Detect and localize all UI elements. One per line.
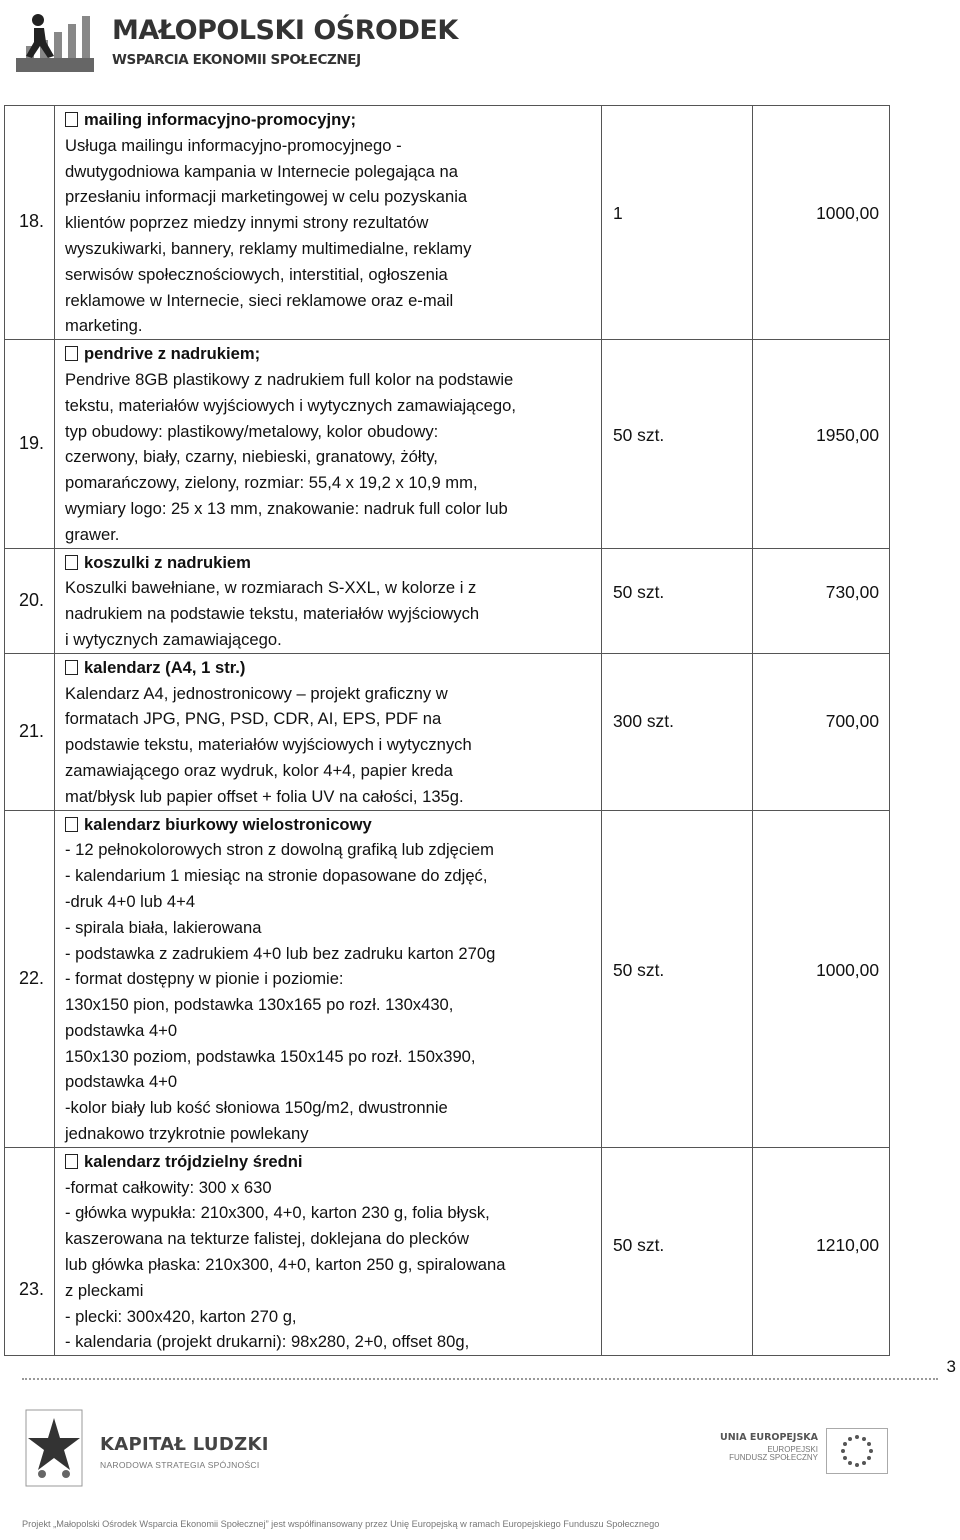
logo-title: MAŁOPOLSKI OŚRODEK <box>112 15 458 46</box>
desc-line: -format całkowity: 300 x 630 <box>65 1177 272 1197</box>
desc-line: nadrukiem na podstawie tekstu, materiałów wyjściowych <box>65 604 480 624</box>
desc-line: Koszulki bawełniane, w rozmiarach S-XXL, w kolorze i z <box>65 578 477 598</box>
row-value: 1210,00 <box>816 1234 879 1255</box>
row-number: 21. <box>18 720 44 741</box>
kapital-ludzki-logo <box>22 1408 322 1490</box>
row-description-cell <box>55 810 602 1147</box>
checkbox-icon <box>65 555 78 570</box>
desc-line: - 12 pełnokolorowych stron z dowolną grafiką lub zdjęciem <box>65 840 494 860</box>
desc-line: - główka wypukła: 210x300, 4+0, karton 230 g, folia błysk, <box>65 1203 490 1223</box>
item-title: mailing informacyjno-promocyjny; <box>65 107 593 133</box>
row-number: 18. <box>18 211 44 231</box>
desc-line: pomarańczowy, zielony, rozmiar: 55,4 x 19,2 x 10,9 mm, <box>65 473 478 493</box>
row-quantity-cell <box>602 810 753 1147</box>
desc-line: - podstawka z zadrukiem 4+0 lub bez zadruku karton 270g <box>65 943 496 963</box>
row-value: 1950,00 <box>816 425 879 446</box>
row-value: 700,00 <box>825 710 879 731</box>
row-number-cell <box>5 340 55 548</box>
row-value-cell <box>753 653 890 810</box>
row-quantity: 50 szt. <box>613 959 665 980</box>
desc-line: jednakowo trzykrotnie powlekany <box>65 1124 309 1144</box>
kapital-ludzki-star-icon <box>22 1408 86 1488</box>
row-number-cell <box>5 653 55 810</box>
desc-line: formatach JPG, PNG, PSD, CDR, AI, EPS, PDF na <box>65 709 442 729</box>
desc-line: klientów poprzez miedzy innymi strony rezultatów <box>65 213 429 233</box>
desc-line: typ obudowy: plastikowy/metalowy, kolor obudowy: <box>65 421 439 441</box>
desc-line: - plecki: 300x420, karton 270 g, <box>65 1306 297 1326</box>
row-value-cell <box>753 548 890 653</box>
desc-line: wymiary logo: 25 x 13 mm, znakowanie: nadruk full color lub <box>65 498 508 518</box>
desc-line: -kolor biały lub kość słoniowa 150g/m2, dwustronnie <box>65 1098 448 1118</box>
desc-line: kaszerowana na tekturze falistej, doklejana do plecków <box>65 1229 470 1249</box>
eu-line: EUROPEJSKI <box>767 1445 818 1454</box>
table-row <box>5 1147 890 1355</box>
row-value-cell <box>753 1147 890 1355</box>
row-quantity: 1 <box>613 203 623 223</box>
row-description-cell <box>55 548 602 653</box>
table-row <box>5 106 890 340</box>
row-description-cell <box>55 653 602 810</box>
kapital-ludzki-name: KAPITAŁ LUDZKI <box>100 1434 269 1455</box>
desc-line: dwutygodniowa kampania w Internecie polegająca na <box>65 161 458 181</box>
desc-line: przesłaniu informacji marketingowej w celu pozyskania <box>65 187 468 207</box>
footer-note: Projekt „Małopolski Ośrodek Wsparcia Ekonomii Społecznej” jest współfinansowany przez Unię Europejską w ramach Europejskiego Funduszu Społecznego <box>22 1519 660 1529</box>
row-value-cell <box>753 340 890 548</box>
desc-line: tekstu, materiałów wyjściowych i wytycznych zamawiającego, <box>65 395 516 415</box>
eu-flag-icon <box>826 1428 888 1474</box>
table-row <box>5 810 890 1147</box>
desc-line: - format dostępny w pionie i poziomie: <box>65 969 344 989</box>
row-quantity-cell <box>602 653 753 810</box>
checkbox-icon <box>65 346 78 361</box>
desc-line: podstawie tekstu, materiałów wyjściowych i wytycznych <box>65 735 472 755</box>
row-quantity-cell <box>602 106 753 340</box>
items-table <box>4 105 890 1356</box>
logo-subtitle: WSPARCIA EKONOMII SPOŁECZNEJ <box>112 52 361 68</box>
row-quantity: 300 szt. <box>613 710 674 731</box>
row-number: 23. <box>18 1278 44 1299</box>
item-title: pendrive z nadrukiem; <box>65 341 593 367</box>
eu-title: UNIA EUROPEJSKA <box>720 1432 818 1443</box>
footer-divider <box>22 1378 938 1380</box>
page-number: 3 <box>946 1357 956 1376</box>
desc-line: 150x130 poziom, podstawka 150x145 po rozł. 150x390, <box>65 1046 476 1066</box>
row-value: 730,00 <box>825 581 879 602</box>
checkbox-icon <box>65 817 78 832</box>
desc-line: - kalendaria (projekt drukarni): 98x280, 2+0, offset 80g, <box>65 1332 470 1352</box>
desc-line: lub główka płaska: 210x300, 4+0, karton 250 g, spiralowana <box>65 1255 506 1275</box>
row-quantity: 50 szt. <box>613 1234 665 1255</box>
row-number-cell <box>5 810 55 1147</box>
desc-line: grawer. <box>65 524 120 544</box>
row-number-cell <box>5 106 55 340</box>
desc-line: Kalendarz A4, jednostronicowy – projekt graficzny w <box>65 683 448 703</box>
row-value: 1000,00 <box>816 959 879 980</box>
table-row <box>5 340 890 548</box>
row-quantity: 50 szt. <box>613 581 665 602</box>
checkbox-icon <box>65 112 78 127</box>
desc-line: Pendrive 8GB plastikowy z nadrukiem full kolor na podstawie <box>65 369 514 389</box>
checkbox-icon <box>65 1154 78 1169</box>
row-quantity: 50 szt. <box>613 425 665 446</box>
desc-line: czerwony, biały, czarny, niebieski, granatowy, żółty, <box>65 447 438 467</box>
desc-line: -druk 4+0 lub 4+4 <box>65 891 196 911</box>
row-number-cell <box>5 548 55 653</box>
walking-person-logo-icon <box>16 12 96 74</box>
desc-line: Usługa mailingu informacyjno-promocyjnego - <box>65 135 402 155</box>
desc-line: z pleckami <box>65 1280 144 1300</box>
desc-line: mat/błysk lub papier offset + folia UV na całości, 135g. <box>65 786 464 806</box>
desc-line: 130x150 pion, podstawka 130x165 po rozł. 130x430, <box>65 995 454 1015</box>
desc-line: podstawka 4+0 <box>65 1072 178 1092</box>
desc-line: - kalendarium 1 miesiąc na stronie dopasowane do zdjęć, <box>65 866 488 886</box>
item-title: koszulki z nadrukiem <box>65 550 593 576</box>
desc-line: serwisów społecznościowych, interstitial, ogłoszenia <box>65 264 448 284</box>
row-number: 22. <box>18 967 44 988</box>
row-number: 20. <box>18 589 44 610</box>
row-quantity-cell <box>602 340 753 548</box>
eu-line: FUNDUSZ SPOŁECZNY <box>729 1453 818 1462</box>
header-logo <box>16 8 458 78</box>
row-value-cell <box>753 106 890 340</box>
row-quantity-cell <box>602 548 753 653</box>
table-row <box>5 548 890 653</box>
desc-line: zamawiającego oraz wydruk, kolor 4+4, papier kreda <box>65 760 453 780</box>
item-title: kalendarz biurkowy wielostronicowy <box>65 812 593 838</box>
row-number-cell <box>5 1147 55 1355</box>
checkbox-icon <box>65 660 78 675</box>
desc-line: marketing. <box>65 316 143 336</box>
desc-line: reklamowe w Internecie, sieci reklamowe oraz e-mail <box>65 290 454 310</box>
desc-line: i wytycznych zamawiającego. <box>65 629 282 649</box>
desc-line: - spirala biała, lakierowana <box>65 917 262 937</box>
kapital-ludzki-subtitle: NARODOWA STRATEGIA SPÓJNOŚCI <box>100 1460 260 1470</box>
desc-line: wyszukiwarki, bannery, reklamy multimedialne, reklamy <box>65 238 472 258</box>
row-description-cell <box>55 1147 602 1355</box>
item-title: kalendarz trójdzielny średni <box>65 1149 593 1175</box>
row-number: 19. <box>18 433 44 454</box>
row-description-cell <box>55 106 602 340</box>
row-description-cell <box>55 340 602 548</box>
eu-logo <box>720 1428 928 1484</box>
item-title: kalendarz (A4, 1 str.) <box>65 655 593 681</box>
row-value-cell <box>753 810 890 1147</box>
row-quantity-cell <box>602 1147 753 1355</box>
table-row <box>5 653 890 810</box>
desc-line: podstawka 4+0 <box>65 1020 178 1040</box>
row-value: 1000,00 <box>816 203 879 223</box>
